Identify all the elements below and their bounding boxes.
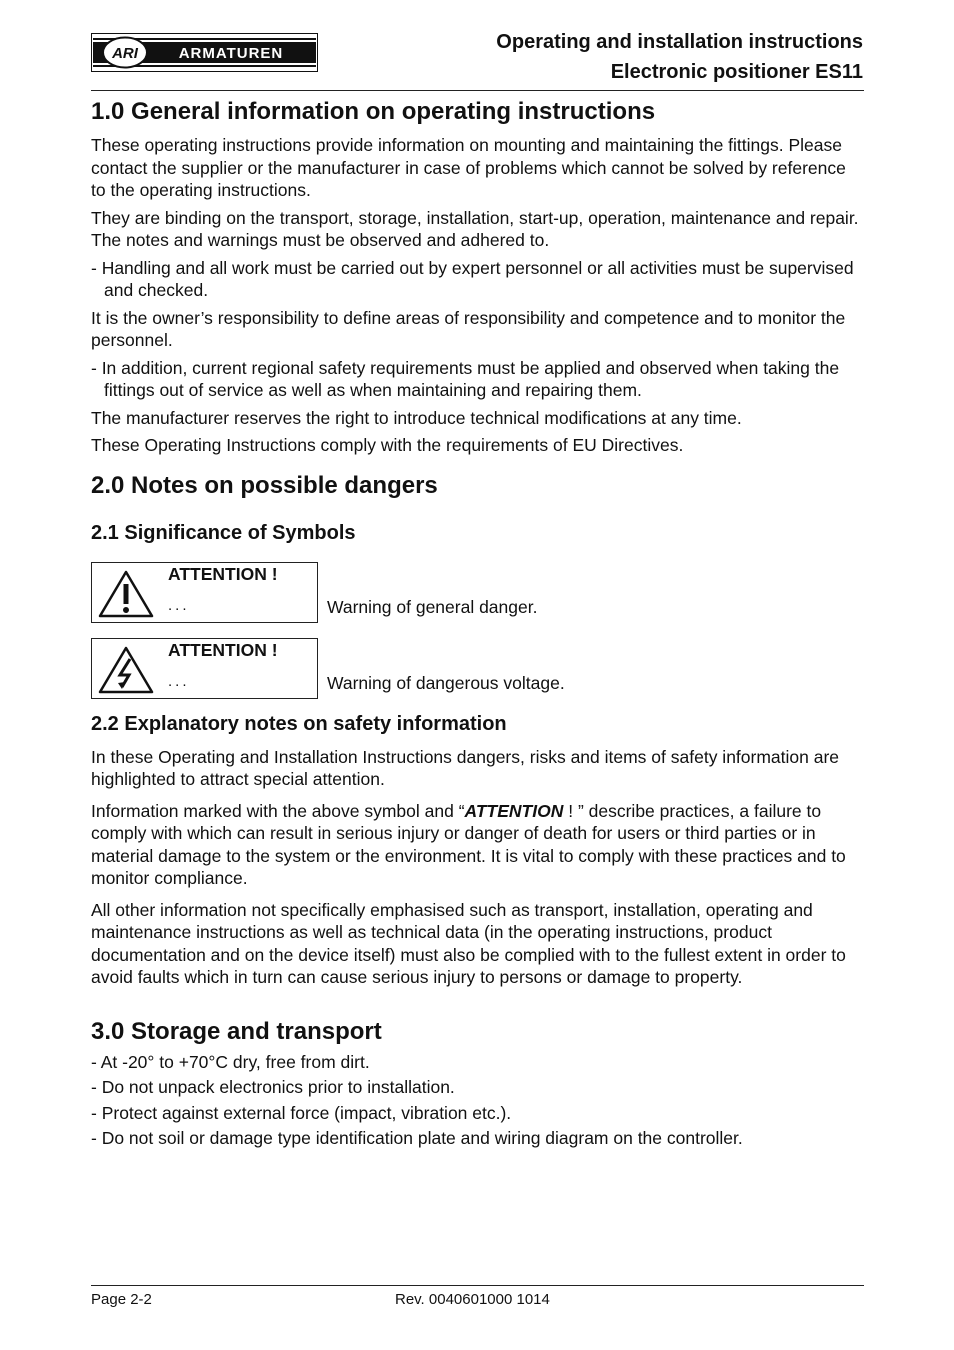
- list-item: - Handling and all work must be carried out by expert personnel or all activities must be supervised and checked.: [91, 257, 854, 300]
- list-item: - In addition, current regional safety requirements must be applied and observed when taking the fittings out of service as well as when maintaining and repairing them.: [91, 357, 840, 400]
- paragraph: These operating instructions provide information on mounting and maintaining the fittings. Please contact the supplier or the manufacturer in case of problems which cannot be solved by reference to the operating instructions.: [91, 135, 846, 200]
- page-content: [91, 95, 864, 1150]
- attention-emphasis: ATTENTION: [464, 800, 564, 821]
- list-item: - Do not unpack electronics prior to installation.: [91, 1077, 455, 1097]
- section-2-heading: 2.0 Notes on possible dangers: [91, 471, 438, 499]
- ari-armaturen-logo: [91, 33, 318, 72]
- text-span: ! ” describe practices, a failure to comply with which can result in serious injury or danger of death for users or third parties or in material damage to the system or the environment. It is vital to comply with these practices and to monitor compliance.: [91, 800, 846, 888]
- list-item: - Protect against external force (impact, vibration etc.).: [91, 1102, 512, 1123]
- paragraph: They are binding on the transport, storage, installation, start-up, operation, maintenance and repair.: [91, 207, 859, 228]
- svg-text:ARMATUREN: ARMATUREN: [178, 45, 284, 62]
- attention-dots: ...: [168, 672, 190, 690]
- paragraph: It is the owner’s responsibility to define areas of responsibility and competence and to monitor the personnel.: [91, 307, 846, 350]
- attention-title: ATTENTION !: [168, 639, 278, 660]
- paragraph: In these Operating and Installation Instructions dangers, risks and items of safety information are highlighted to attract special attention.: [91, 746, 840, 789]
- attention-box: [91, 638, 318, 699]
- paragraph: The notes and warnings must be observed and adhered to.: [91, 230, 550, 250]
- svg-text:ARI: ARI: [112, 45, 138, 62]
- page-number: Page 2-2: [91, 1291, 152, 1308]
- section-2-2-heading: 2.2 Explanatory notes on safety information: [91, 712, 507, 735]
- attention-box: [91, 562, 318, 623]
- symbol-row-dangerous-voltage: [91, 638, 864, 700]
- document-title: [496, 27, 863, 87]
- high-voltage-icon: [98, 645, 154, 695]
- attention-title: ATTENTION !: [168, 563, 278, 584]
- paragraph: All other information not specifically emphasised such as transport, installation, operating and maintenance instructions as well as technical data (in the operating instructions, product documentation and on the device itself) must also be complied with to the fullest extent in order to avoid faults which in turn can cause serious injury to persons or damage to property.: [91, 899, 846, 987]
- footer-rule: [91, 1285, 864, 1286]
- attention-dots: ...: [168, 596, 190, 614]
- section-2-1-heading: 2.1 Significance of Symbols: [91, 521, 356, 544]
- symbol-row-general-danger: [91, 562, 864, 624]
- warning-triangle-icon: [98, 569, 154, 619]
- revision-number: Rev. 0040601000 1014: [395, 1291, 550, 1308]
- symbol-description: Warning of general danger.: [327, 596, 538, 617]
- list-item: - Do not soil or damage type identification plate and wiring diagram on the controller.: [91, 1128, 743, 1148]
- list-item: - At -20° to +70°C dry, free from dirt.: [91, 1051, 370, 1072]
- document-title-line1: Operating and installation instructions: [496, 31, 863, 53]
- section-1-heading: 1.0 General information on operating instructions: [91, 98, 656, 125]
- document-title-line2: Electronic positioner ES11: [610, 61, 863, 83]
- header-rule: [91, 90, 864, 91]
- paragraph: These Operating Instructions comply with the requirements of EU Directives.: [91, 435, 684, 455]
- text-span: Information marked with the above symbol and “: [91, 800, 465, 821]
- section-3-heading: 3.0 Storage and transport: [91, 1017, 382, 1045]
- symbol-description: Warning of dangerous voltage.: [327, 672, 565, 693]
- paragraph-attention: [91, 800, 864, 890]
- paragraph: The manufacturer reserves the right to introduce technical modifications at any time.: [91, 407, 742, 428]
